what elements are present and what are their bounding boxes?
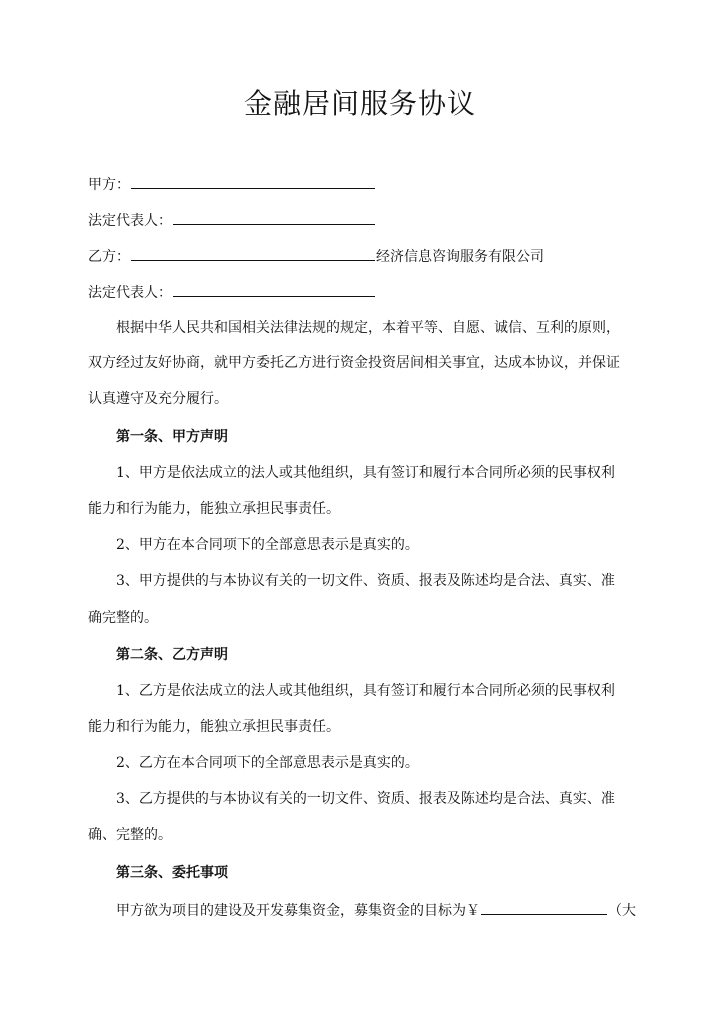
party-a-rep-blank: [173, 209, 375, 225]
section-3-tail: （大: [608, 903, 636, 919]
party-a-blank: [131, 173, 375, 189]
party-b-rep-label: 法定代表人：: [88, 285, 172, 301]
section-2-line: 1、乙方是依法成立的法人或其他组织，具有签订和履行本合同所必须的民事权利: [116, 683, 615, 699]
party-b-line: [88, 245, 648, 267]
section-2-line: 能力和行为能力，能独立承担民事责任。: [88, 719, 340, 735]
section-3-text: 甲方欲为项目的建设及开发募集资金，募集资金的目标为￥: [116, 903, 480, 919]
section-1-line: 确完整的。: [88, 610, 158, 626]
section-2-line: 2、乙方在本合同项下的全部意思表示是真实的。: [116, 755, 419, 771]
preamble-line: 认真遵守及充分履行。: [88, 391, 228, 407]
section-3-line: [88, 899, 676, 921]
party-b-rep-line: [88, 281, 648, 303]
section-3-heading: 第三条、委托事项: [116, 865, 228, 881]
document-title: 金融居间服务协议: [243, 87, 476, 120]
party-a-rep-line: [88, 209, 648, 231]
section-2-heading: 第二条、乙方声明: [116, 647, 228, 663]
party-a-rep-label: 法定代表人：: [88, 213, 172, 229]
section-1-line: 3、甲方提供的与本协议有关的一切文件、资质、报表及陈述均是合法、真实、准: [116, 573, 615, 589]
section-1-line: 2、甲方在本合同项下的全部意思表示是真实的。: [116, 537, 419, 553]
section-1-heading: 第一条、甲方声明: [116, 429, 228, 445]
preamble-line: 根据中华人民共和国相关法律法规的规定，本着平等、自愿、诚信、互利的原则，: [116, 320, 620, 336]
section-1-line: 1、甲方是依法成立的法人或其他组织，具有签订和履行本合同所必须的民事权利: [116, 465, 615, 481]
party-a-label: 甲方：: [88, 177, 130, 193]
party-b-suffix: 经济信息咨询服务有限公司: [376, 249, 544, 265]
section-2-line: 确、完整的。: [88, 827, 172, 843]
party-b-blank: [131, 245, 375, 261]
section-1-line: 能力和行为能力，能独立承担民事责任。: [88, 501, 340, 517]
amount-blank: [481, 899, 607, 915]
section-2-line: 3、乙方提供的与本协议有关的一切文件、资质、报表及陈述均是合法、真实、准: [116, 791, 615, 807]
party-a-line: [88, 173, 648, 195]
preamble-line: 双方经过友好协商，就甲方委托乙方进行资金投资居间相关事宜，达成本协议，并保证: [88, 355, 620, 371]
party-b-label: 乙方：: [88, 249, 130, 265]
party-b-rep-blank: [173, 281, 375, 297]
